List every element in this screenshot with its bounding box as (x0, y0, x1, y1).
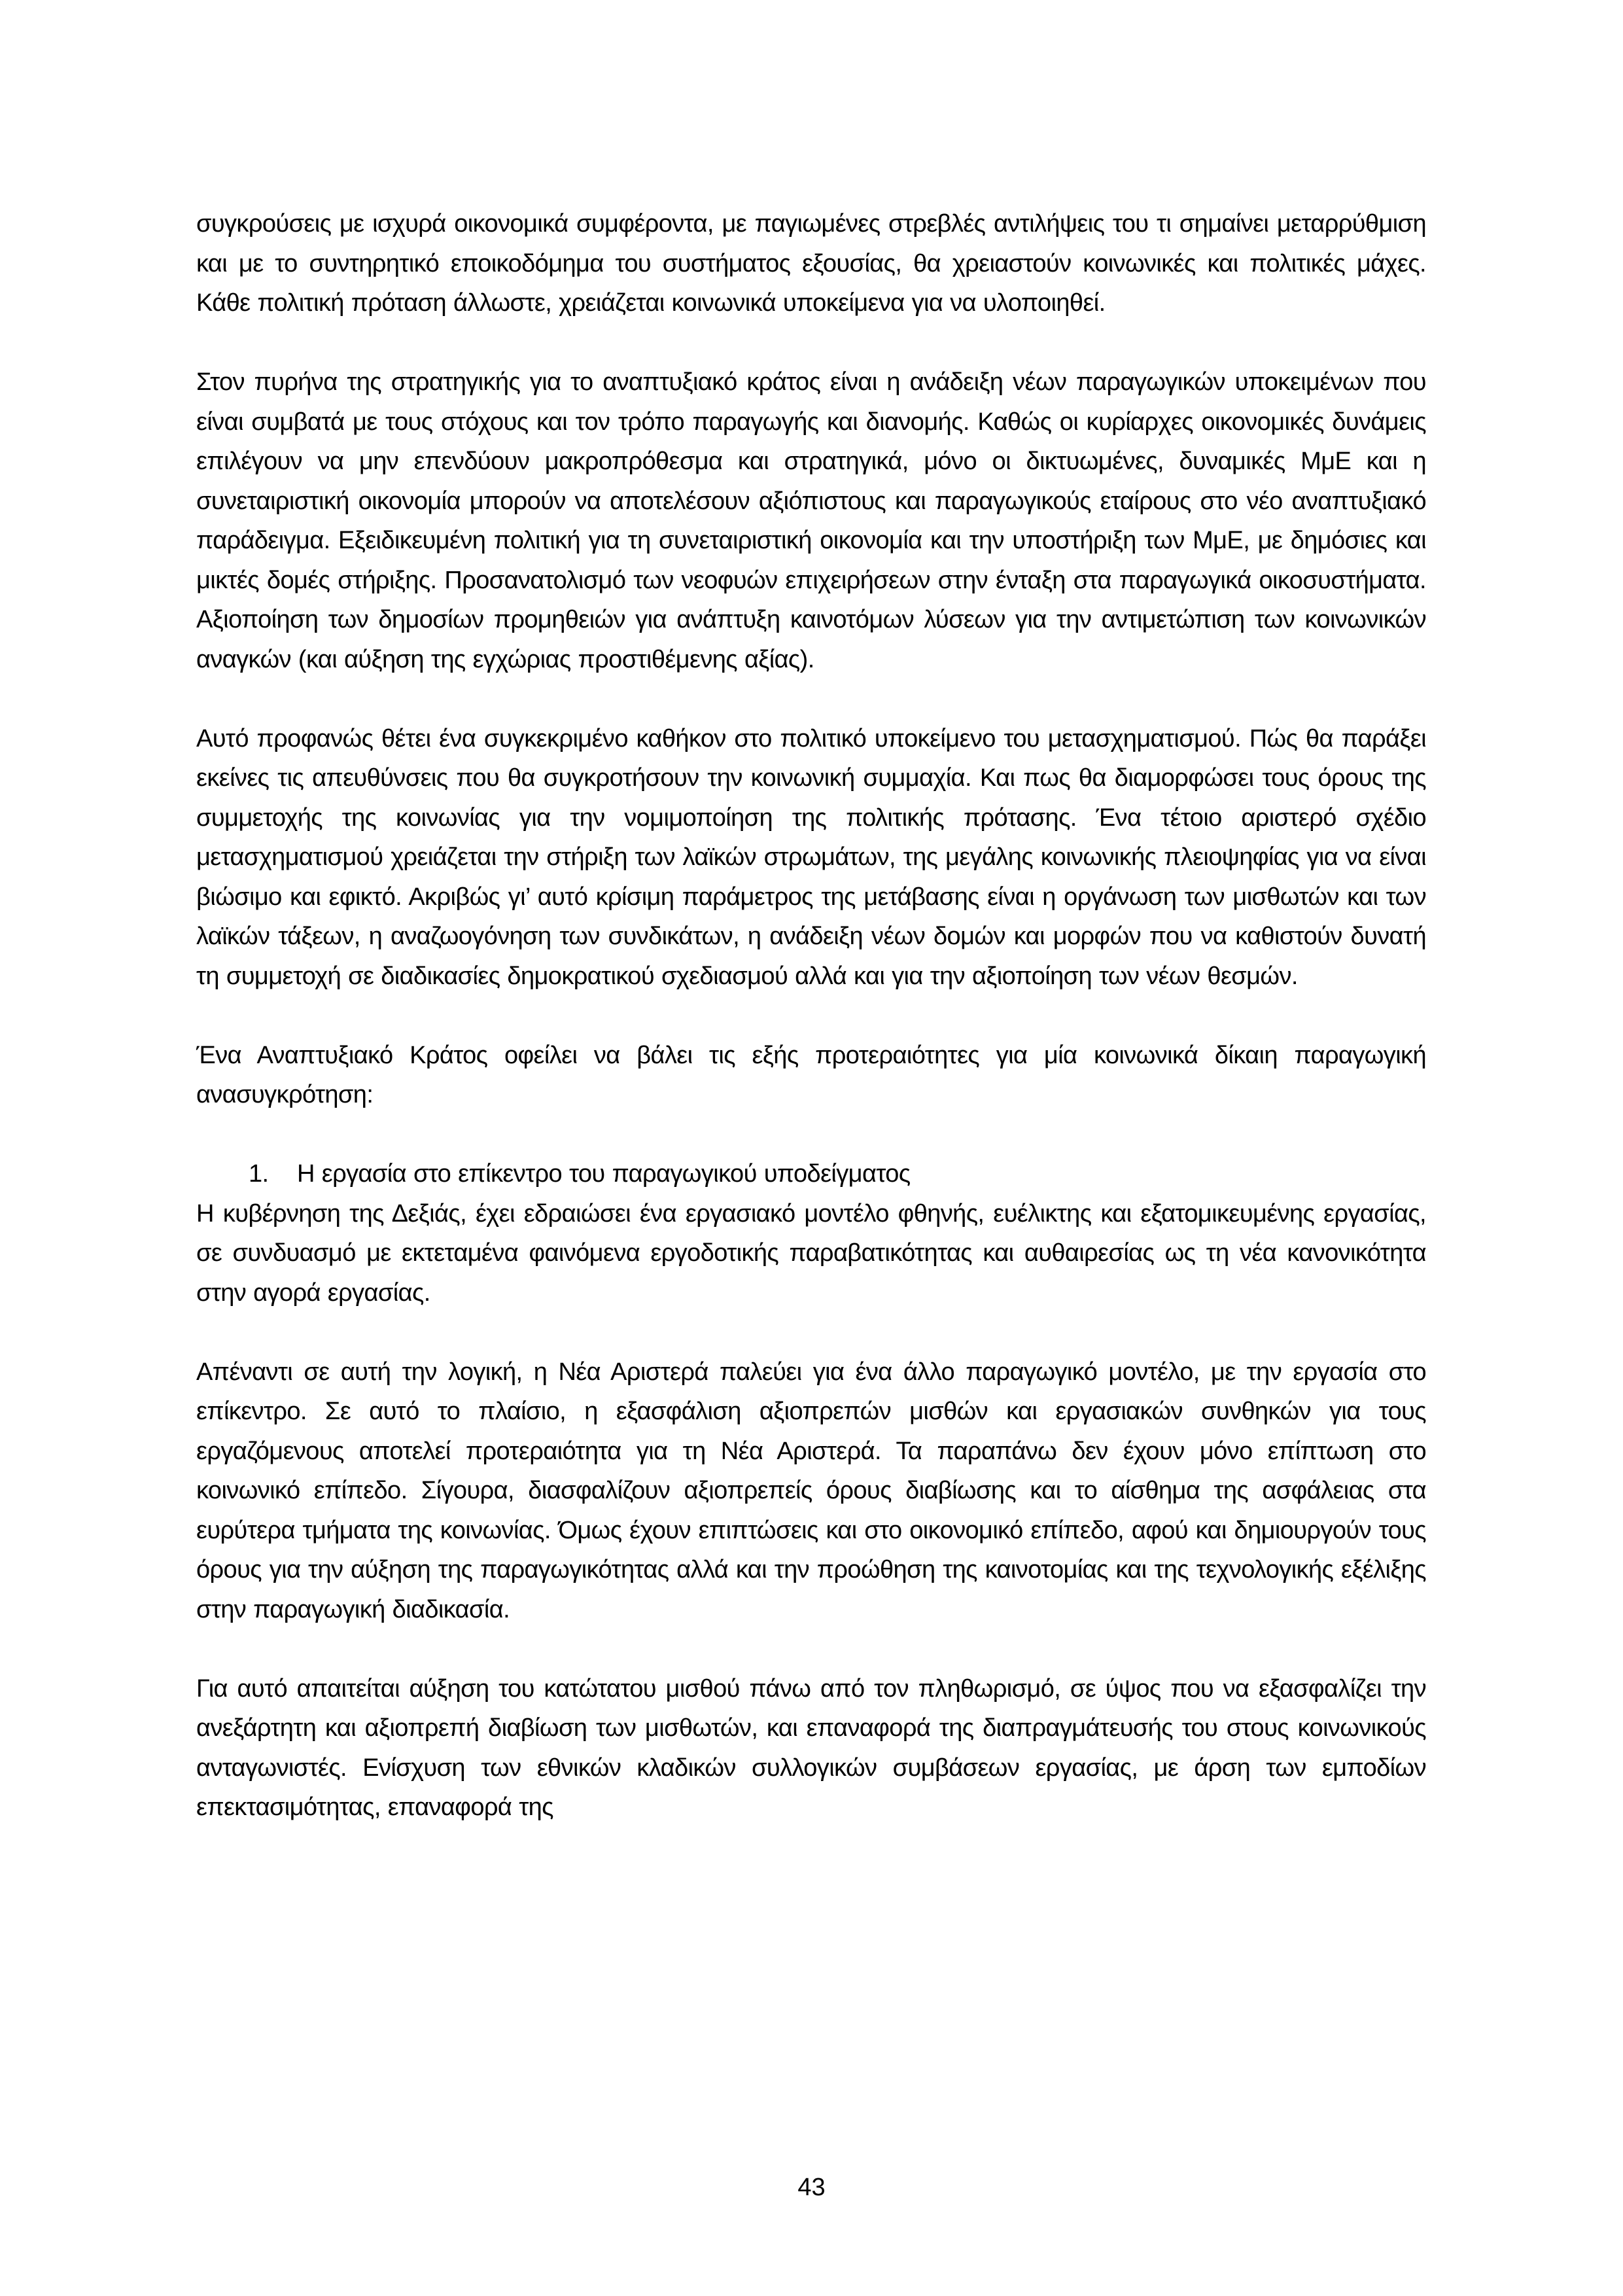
paragraph-productive-subjects: Στον πυρήνα της στρατηγικής για το αναπτυξιακό κράτος είναι η ανάδειξη νέων παραγωγικών υποκειμένων που είναι συμβατά με τους στόχους και τον τρόπο παραγωγής και διανομής. Καθώς οι κυρίαρχες οικονομικές δυνάμεις επιλέγουν να μην επενδύουν μακροπρόθεσμα και στρατηγικά, μόνο οι δικτυωμένες, δυναμικές ΜμΕ και η συνεταιριστική οικονομία μπορούν να αποτελέσουν αξιόπιστους και παραγωγικούς εταίρους στο νέο αναπτυξιακό παράδειγμα. Εξειδικευμένη πολιτική για τη συνεταιριστική οικονομία και την υποστήριξη των ΜμΕ, με δημόσιες και μικτές δομές στήριξης. Προσανατολισμό των νεοφυών επιχειρήσεων στην ένταξη στα παραγωγικά οικοσυστήματα. Αξιοποίηση των δημοσίων προμηθειών για ανάπτυξη καινοτόμων λύσεων για την αντιμετώπιση των κοινωνικών αναγκών (και αύξηση της εγχώριας προστιθέμενης αξίας). (196, 368, 1426, 673)
page-number: 43 (797, 2174, 826, 2201)
paragraph-social-struggles: συγκρούσεις με ισχυρά οικονομικά συμφέροντα, με παγιωμένες στρεβλές αντιλήψεις του τι σημαίνει μεταρρύθμιση και με το συντηρητικό εποικοδόμημα του συστήματος εξουσίας, θα χρειαστούν κοινωνικές και πολιτικές μάχες. Κάθε πολιτική πρόταση άλλωστε, χρειάζεται κοινωνικά υποκείμενα για να υλοποιηθεί. (196, 210, 1426, 317)
numbered-heading (196, 1154, 1426, 1194)
paragraph-new-left-model: Απέναντι σε αυτή την λογική, η Νέα Αριστερά παλεύει για ένα άλλο παραγωγικό μοντέλο, με την εργασία στο επίκεντρο. Σε αυτό το πλαίσιο, η εξασφάλιση αξιοπρεπών μισθών και εργασιακών συνθηκών για τους εργαζόμενους αποτελεί προτεραιότητα για τη Νέα Αριστερά. Τα παραπάνω δεν έχουν μόνο επίπτωση στο κοινωνικό επίπεδο. Σίγουρα, διασφαλίζουν αξιοπρεπείς όρους διαβίωσης και το αίσθημα της ασφάλειας στα ευρύτερα τμήματα της κοινωνίας. Όμως έχουν επιπτώσεις και στο οικονομικό επίπεδο, αφού και δημιουργούν τους όρους για την αύξηση της παραγωγικότητας αλλά και την προώθηση της καινοτομίας και της τεχνολογικής εξέλιξης στην παραγωγική διαδικασία. (196, 1358, 1426, 1623)
paragraph-minimum-wage: Για αυτό απαιτείται αύξηση του κατώτατου μισθού πάνω από τον πληθωρισμό, σε ύψος που να εξασφαλίζει την ανεξάρτητη και αξιοπρεπή διαβίωση των μισθωτών, και επαναφορά της διαπραγμάτευσής του στους κοινωνικούς ανταγωνιστές. Ενίσχυση των εθνικών κλαδικών συλλογικών συμβάσεων εργασίας, με άρση των εμποδίων επεκτασιμότητας, επαναφορά της (196, 1674, 1426, 1821)
document-page (196, 204, 1426, 1828)
paragraph-priorities-intro: Ένα Αναπτυξιακό Κράτος οφείλει να βάλει τις εξής προτεραιότητες για μία κοινωνικά δίκαιη παραγωγική ανασυγκρότηση: (196, 1041, 1426, 1108)
list-heading-text: Η εργασία στο επίκεντρο του παραγωγικού υποδείγματος (297, 1160, 911, 1188)
list-number: 1. (249, 1160, 269, 1188)
paragraph-right-government: Η κυβέρνηση της Δεξιάς, έχει εδραιώσει ένα εργασιακό μοντέλο φθηνής, ευέλικτης και εξατομικευμένης εργασίας, σε συνδυασμό με εκτεταμένα φαινόμενα εργοδοτικής παραβατικότητας και αυθαιρεσίας ως τη νέα κανονικότητα στην αγορά εργασίας. (196, 1199, 1426, 1307)
paragraph-political-subject: Αυτό προφανώς θέτει ένα συγκεκριμένο καθήκον στο πολιτικό υποκείμενο του μετασχηματισμού. Πώς θα παράξει εκείνες τις απευθύνσεις που θα συγκροτήσουν την κοινωνική συμμαχία. Και πως θα διαμορφώσει τους όρους της συμμετοχής της κοινωνίας για την νομιμοποίηση της πολιτικής πρότασης. Ένα τέτοιο αριστερό σχέδιο μετασχηματισμού χρειάζεται την στήριξη των λαϊκών στρωμάτων, της μεγάλης κοινωνικής πλειοψηφίας για να είναι βιώσιμο και εφικτό. Ακριβώς γι’ αυτό κρίσιμη παράμετρος της μετάβασης είναι η οργάνωση των μισθωτών και των λαϊκών τάξεων, η αναζωογόνηση των συνδικάτων, η ανάδειξη νέων δομών και μορφών που να καθιστούν δυνατή τη συμμετοχή σε διαδικασίες δημοκρατικού σχεδιασμού αλλά και για την αξιοποίηση των νέων θεσμών. (196, 724, 1426, 990)
